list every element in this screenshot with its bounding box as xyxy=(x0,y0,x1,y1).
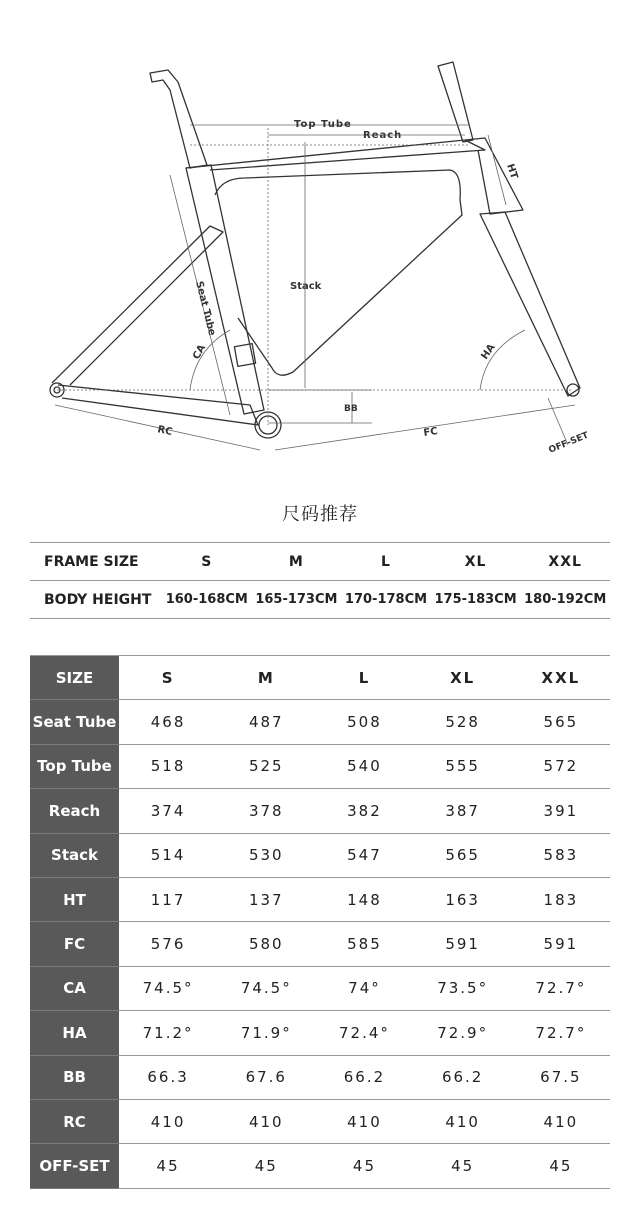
row-label: CA xyxy=(30,966,119,1010)
table-cell: 74.5° xyxy=(119,966,217,1010)
row-label: HA xyxy=(30,1011,119,1055)
table-cell: 45 xyxy=(119,1144,217,1188)
table-cell: 530 xyxy=(217,833,315,877)
table-cell: 45 xyxy=(315,1144,413,1188)
table-row xyxy=(30,789,610,833)
table-cell: 74.5° xyxy=(217,966,315,1010)
table-cell: 514 xyxy=(119,833,217,877)
table-cell: 374 xyxy=(119,789,217,833)
rec-size: XXL xyxy=(520,543,610,581)
table-cell: 45 xyxy=(512,1144,610,1188)
frame-size-row xyxy=(30,543,610,581)
table-row xyxy=(30,966,610,1010)
table-cell: 580 xyxy=(217,922,315,966)
rec-height: 175-183CM xyxy=(431,581,521,619)
table-cell: 547 xyxy=(315,833,413,877)
table-cell: 72.7° xyxy=(512,966,610,1010)
table-cell: 468 xyxy=(119,700,217,744)
table-row xyxy=(30,877,610,921)
table-cell: 72.9° xyxy=(414,1011,512,1055)
table-cell: 378 xyxy=(217,789,315,833)
body-height-label: BODY HEIGHT xyxy=(30,581,162,619)
table-row xyxy=(30,1011,610,1055)
size-column-header: L xyxy=(315,656,413,700)
size-column-header: M xyxy=(217,656,315,700)
table-row xyxy=(30,922,610,966)
table-cell: 117 xyxy=(119,877,217,921)
label-top-tube: Top Tube xyxy=(294,119,352,130)
top-tube xyxy=(186,140,485,170)
table-cell: 163 xyxy=(414,877,512,921)
table-cell: 518 xyxy=(119,744,217,788)
label-bb: BB xyxy=(344,404,358,414)
rec-height: 165-173CM xyxy=(252,581,342,619)
table-row xyxy=(30,1055,610,1099)
table-cell: 137 xyxy=(217,877,315,921)
row-label: Top Tube xyxy=(30,744,119,788)
rec-height: 160-168CM xyxy=(162,581,252,619)
size-recommendation-table xyxy=(30,542,610,619)
table-row xyxy=(30,744,610,788)
table-cell: 72.7° xyxy=(512,1011,610,1055)
table-cell: 410 xyxy=(512,1099,610,1143)
rec-height: 170-178CM xyxy=(341,581,431,619)
rec-size: S xyxy=(162,543,252,581)
row-label: Stack xyxy=(30,833,119,877)
table-cell: 72.4° xyxy=(315,1011,413,1055)
rec-height: 180-192CM xyxy=(520,581,610,619)
table-cell: 565 xyxy=(512,700,610,744)
table-cell: 71.2° xyxy=(119,1011,217,1055)
table-cell: 576 xyxy=(119,922,217,966)
chain-stay xyxy=(58,385,258,425)
table-cell: 45 xyxy=(414,1144,512,1188)
table-cell: 540 xyxy=(315,744,413,788)
size-column-header: XL xyxy=(414,656,512,700)
label-rc: RC xyxy=(156,424,174,439)
table-cell: 410 xyxy=(315,1099,413,1143)
table-cell: 591 xyxy=(512,922,610,966)
label-reach: Reach xyxy=(363,130,403,141)
table-cell: 391 xyxy=(512,789,610,833)
body-height-row xyxy=(30,581,610,619)
label-ha: HA xyxy=(479,342,498,362)
table-cell: 148 xyxy=(315,877,413,921)
table-cell: 591 xyxy=(414,922,512,966)
table-cell: 410 xyxy=(414,1099,512,1143)
table-row xyxy=(30,1099,610,1143)
row-label: OFF-SET xyxy=(30,1144,119,1188)
row-label: Seat Tube xyxy=(30,700,119,744)
geometry-table xyxy=(30,655,610,1189)
size-header: SIZE xyxy=(30,656,119,700)
label-seat-tube: Seat Tube xyxy=(193,280,218,337)
frame-size-label: FRAME SIZE xyxy=(30,543,162,581)
row-label: RC xyxy=(30,1099,119,1143)
table-cell: 67.6 xyxy=(217,1055,315,1099)
table-cell: 382 xyxy=(315,789,413,833)
table-cell: 572 xyxy=(512,744,610,788)
rec-size: M xyxy=(252,543,342,581)
table-cell: 525 xyxy=(217,744,315,788)
label-ca: CA xyxy=(191,342,209,362)
seatpost xyxy=(150,70,207,168)
table-cell: 528 xyxy=(414,700,512,744)
row-label: HT xyxy=(30,877,119,921)
table-cell: 565 xyxy=(414,833,512,877)
table-cell: 555 xyxy=(414,744,512,788)
table-row xyxy=(30,833,610,877)
rec-size: L xyxy=(341,543,431,581)
label-stack: Stack xyxy=(290,281,322,292)
row-label: BB xyxy=(30,1055,119,1099)
row-label: FC xyxy=(30,922,119,966)
table-cell: 585 xyxy=(315,922,413,966)
label-offset: OFF-SET xyxy=(547,430,591,456)
table-cell: 410 xyxy=(119,1099,217,1143)
table-cell: 74° xyxy=(315,966,413,1010)
table-cell: 410 xyxy=(217,1099,315,1143)
table-cell: 73.5° xyxy=(414,966,512,1010)
table-cell: 45 xyxy=(217,1144,315,1188)
table-cell: 66.2 xyxy=(315,1055,413,1099)
fork-blade xyxy=(480,212,580,396)
table-cell: 487 xyxy=(217,700,315,744)
table-cell: 583 xyxy=(512,833,610,877)
seat-stay xyxy=(52,226,223,385)
size-column-header: XXL xyxy=(512,656,610,700)
table-cell: 66.3 xyxy=(119,1055,217,1099)
label-ht: HT xyxy=(504,162,520,181)
label-fc: FC xyxy=(422,426,439,439)
table-cell: 508 xyxy=(315,700,413,744)
table-cell: 71.9° xyxy=(217,1011,315,1055)
table-cell: 67.5 xyxy=(512,1055,610,1099)
frame-geometry-diagram xyxy=(0,40,640,470)
table-row xyxy=(30,700,610,744)
table-cell: 183 xyxy=(512,877,610,921)
table-cell: 387 xyxy=(414,789,512,833)
size-recommendation-title: 尺码推荐 xyxy=(282,504,358,525)
geometry-header-row xyxy=(30,656,610,700)
row-label: Reach xyxy=(30,789,119,833)
fork-steerer xyxy=(438,62,473,142)
table-cell: 66.2 xyxy=(414,1055,512,1099)
rec-size: XL xyxy=(431,543,521,581)
size-column-header: S xyxy=(119,656,217,700)
table-row xyxy=(30,1144,610,1188)
